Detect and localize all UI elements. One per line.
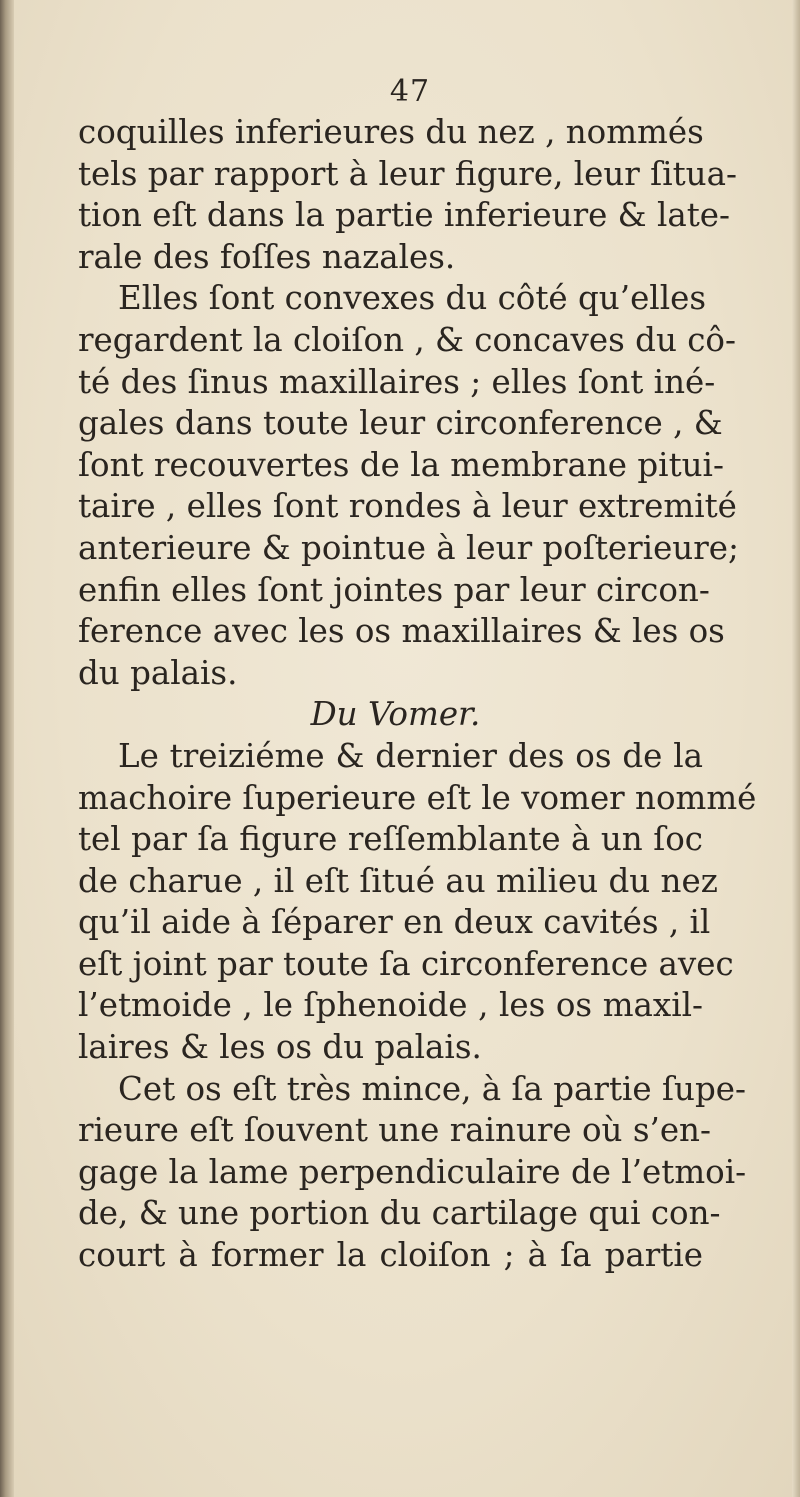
section-heading: Du Vomer.	[310, 695, 481, 734]
text-line: court à former la cloiſon ; à ſa partie	[78, 1236, 703, 1275]
text-line: gage la lame perpendiculaire de l’etmoi-	[78, 1152, 747, 1191]
page-edge	[792, 0, 800, 1497]
text-line: té des ſinus maxillaires ; elles ſont iné-	[78, 362, 716, 401]
text-line: taire , elles ſont rondes à leur extremité	[78, 487, 737, 526]
text-line: Le treiziéme & dernier des os de la	[118, 736, 703, 775]
page-binding-shadow	[0, 0, 14, 1497]
text-line: ſont recouvertes de la membrane pitui-	[78, 445, 724, 484]
text-line: de charue , il eſt ſitué au milieu du nez	[78, 861, 718, 900]
text-line: gales dans toute leur circonference , &	[78, 404, 723, 443]
text-line: tels par rapport à leur figure, leur ſitua-	[78, 154, 737, 193]
text-line: de, & une portion du cartilage qui con-	[78, 1194, 721, 1233]
text-line: anterieure & pointue à leur poſterieure;	[78, 528, 739, 567]
text-line: laires & les os du palais.	[78, 1028, 482, 1067]
text-line: rieure eſt ſouvent une rainure où s’en-	[78, 1111, 711, 1150]
text-line: ference avec les os maxillaires & les os	[78, 612, 725, 651]
text-line: du palais.	[78, 653, 238, 692]
text-line: machoire ſuperieure eſt le vomer nommé	[78, 778, 757, 817]
text-line: coquilles inferieures du nez , nommés	[78, 113, 704, 151]
text-line: l’etmoide , le ſphenoide , les os maxil-	[78, 986, 703, 1025]
body-text	[78, 112, 757, 1277]
text-line: qu’il aide à ſéparer en deux cavités , il	[78, 903, 711, 942]
page-number: 47	[389, 74, 431, 109]
text-line: tel par ſa figure reſſemblante à un ſoc	[78, 820, 703, 859]
text-line: regardent la cloiſon , & concaves du cô-	[78, 320, 736, 359]
text-line: Cet os eſt très mince, à ſa partie ſupe-	[118, 1069, 746, 1108]
text-line: rale des foſſes nazales.	[78, 237, 456, 276]
text-line: Elles ſont convexes du côté qu’elles	[118, 279, 706, 318]
text-line: enfin elles ſont jointes par leur circon-	[78, 570, 710, 609]
text-line: tion eſt dans la partie inferieure & late-	[78, 196, 730, 235]
text-line: eſt joint par toute ſa circonference avec	[78, 944, 734, 983]
